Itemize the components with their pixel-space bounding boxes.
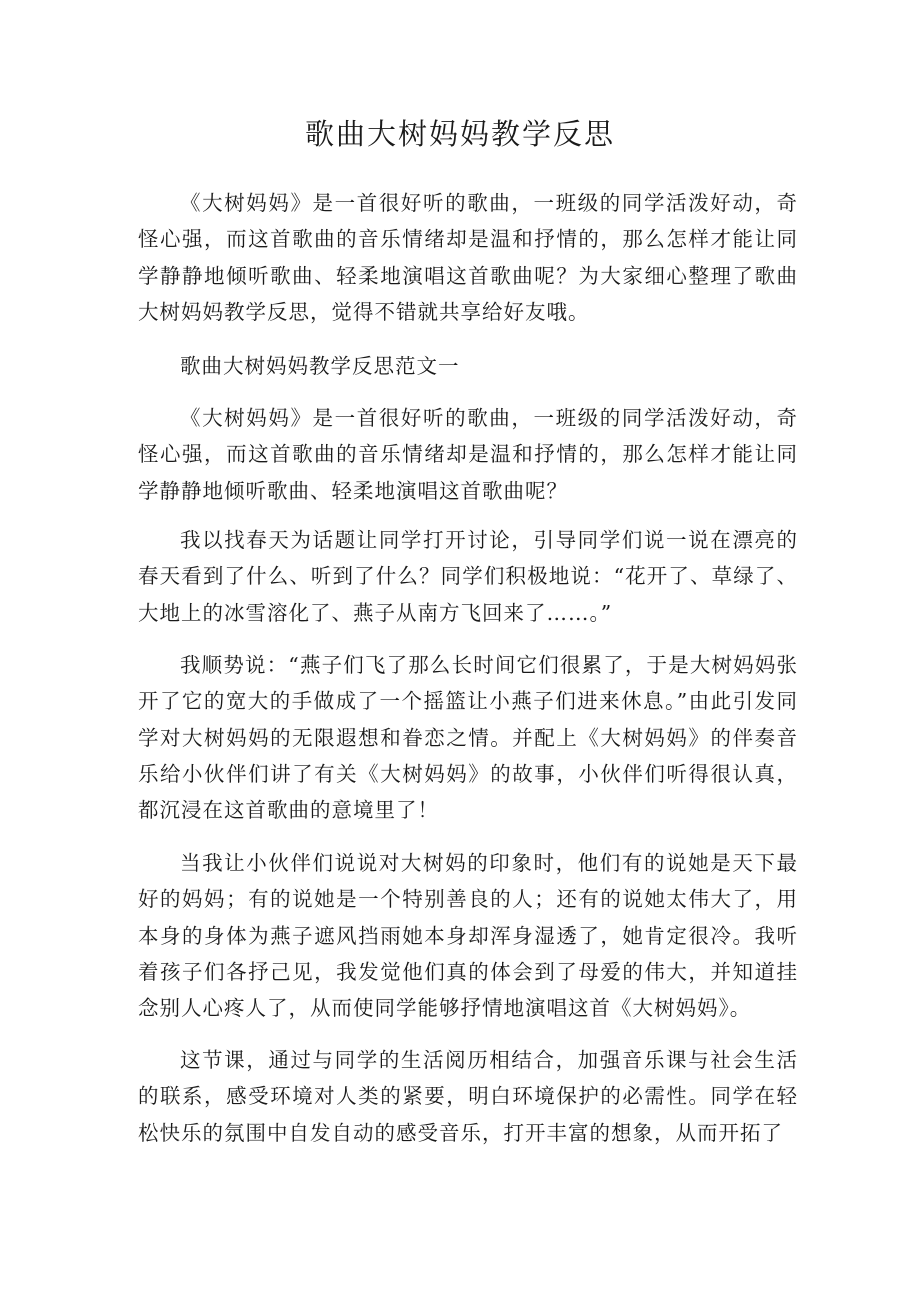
document-title: 歌曲大树妈妈教学反思 (304, 117, 615, 151)
intro-paragraph: 《大树妈妈》是一首很好听的歌曲，一班级的同学活泼好动，奇怪心强，而这首歌曲的音乐情绪却是温和抒情的，那么怎样才能让同学静静地倾听歌曲、轻柔地演唱这首歌曲呢？为大家细心整理了歌曲大树妈妈教学反思，觉得不错就共享给好友哦。 (138, 191, 798, 324)
section-heading: 歌曲大树妈妈教学反思范文一 (180, 354, 460, 378)
body-paragraph-2: 我以找春天为话题让同学打开讨论，引导同学们说一说在漂亮的春天看到了什么、听到了什么？同学们积极地说：“花开了、草绿了、大地上的冰雪溶化了、燕子从南方飞回来了……。” (138, 528, 798, 625)
body-paragraph-5: 这节课，通过与同学的生活阅历相结合，加强音乐课与社会生活的联系，感受环境对人类的紧要，明白环境保护的必需性。同学在轻松快乐的氛围中自发自动的感受音乐，打开丰富的想象，从而开拓了 (138, 1048, 798, 1145)
body-paragraph-1: 《大树妈妈》是一首很好听的歌曲，一班级的同学活泼好动，奇怪心强，而这首歌曲的音乐情绪却是温和抒情的，那么怎样才能让同学静静地倾听歌曲、轻柔地演唱这首歌曲呢？ (138, 406, 798, 503)
body-paragraph-4: 当我让小伙伴们说说对大树妈的印象时，他们有的说她是天下最好的妈妈；有的说她是一个特别善良的人；还有的说她太伟大了，用本身的身体为燕子遮风挡雨她本身却浑身湿透了，她肯定很冷。我听着孩子们各抒己见，我发觉他们真的体会到了母爱的伟大，并知道挂念别人心疼人了，从而使同学能够抒情地演唱这首《大树妈妈》。 (138, 851, 798, 1021)
body-paragraph-3: 我顺势说：“燕子们飞了那么长时间它们很累了，于是大树妈妈张开了它的宽大的手做成了一个摇篮让小燕子们进来休息。”由此引发同学对大树妈妈的无限遐想和眷恋之情。并配上《大树妈妈》的伴奏音乐给小伙伴们讲了有关《大树妈妈》的故事，小伙伴们听得很认真，都沉浸在这首歌曲的意境里了！ (138, 653, 798, 823)
